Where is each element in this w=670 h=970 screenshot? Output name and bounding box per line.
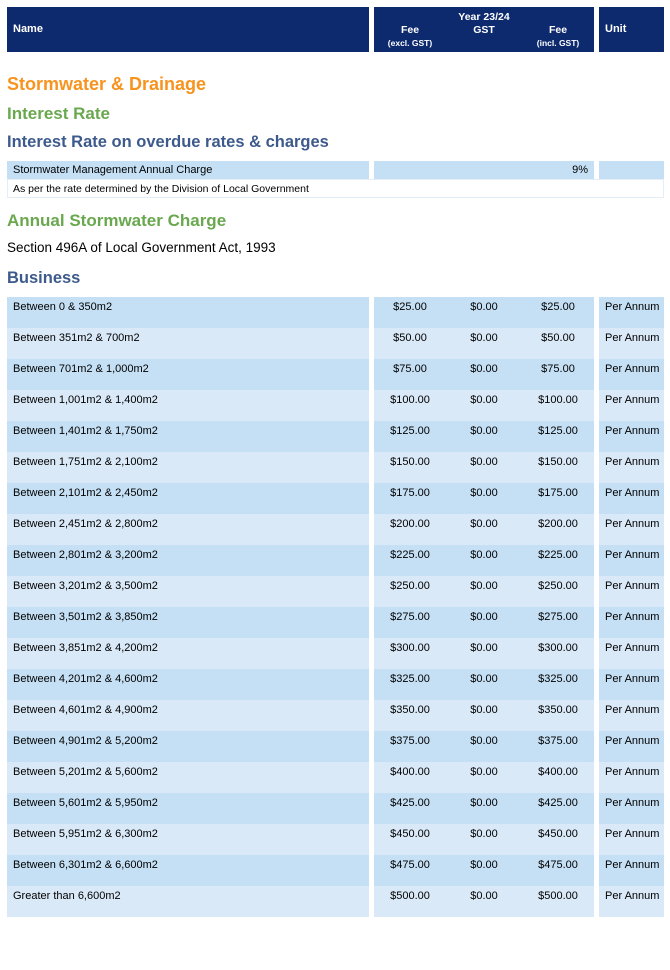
- legislation-reference: Section 496A of Local Government Act, 1993: [7, 240, 276, 255]
- row-fee-excl: $450.00: [390, 828, 430, 840]
- row-fee-incl: $375.00: [538, 735, 578, 747]
- row-fee-excl: $225.00: [390, 549, 430, 561]
- row-gst: $0.00: [470, 301, 498, 313]
- row-fee-incl: $125.00: [538, 425, 578, 437]
- row-unit: Per Annum: [599, 669, 664, 700]
- row-gst: $0.00: [470, 828, 498, 840]
- row-fees: [374, 607, 594, 638]
- row-fee-incl: $500.00: [538, 890, 578, 902]
- row-gst: $0.00: [470, 394, 498, 406]
- row-fee-incl: $300.00: [538, 642, 578, 654]
- row-unit: Per Annum: [599, 483, 664, 514]
- row-fee-incl: $400.00: [538, 766, 578, 778]
- row-gst: $0.00: [470, 487, 498, 499]
- row-fees: [374, 576, 594, 607]
- row-fee-excl: $250.00: [390, 580, 430, 592]
- row-fees: [374, 359, 594, 390]
- row-fees: [374, 855, 594, 886]
- fee-table: [0, 297, 670, 917]
- row-name: Between 2,801m2 & 3,200m2: [7, 545, 369, 576]
- row-unit: Per Annum: [599, 793, 664, 824]
- table-row: [0, 824, 670, 855]
- row-fee-incl: $250.00: [538, 580, 578, 592]
- row-name: Between 4,201m2 & 4,600m2: [7, 669, 369, 700]
- row-unit: Per Annum: [599, 328, 664, 359]
- interest-row-value: 9%: [374, 161, 594, 179]
- table-row: [0, 545, 670, 576]
- row-name: Between 1,751m2 & 2,100m2: [7, 452, 369, 483]
- row-unit: Per Annum: [599, 514, 664, 545]
- row-name: Between 5,201m2 & 5,600m2: [7, 762, 369, 793]
- row-name: Between 5,601m2 & 5,950m2: [7, 793, 369, 824]
- section-title: Stormwater & Drainage: [7, 74, 207, 94]
- row-fees: [374, 824, 594, 855]
- row-name: Between 2,451m2 & 2,800m2: [7, 514, 369, 545]
- row-unit: Per Annum: [599, 452, 664, 483]
- row-fee-incl: $75.00: [541, 363, 575, 375]
- column-header-unit: Unit: [599, 7, 664, 52]
- interest-row-name: Stormwater Management Annual Charge: [7, 161, 369, 179]
- table-row: [0, 576, 670, 607]
- row-fee-excl: $375.00: [390, 735, 430, 747]
- column-header-gst: GST: [473, 24, 495, 36]
- row-fee-excl: $100.00: [390, 394, 430, 406]
- table-row: [0, 514, 670, 545]
- row-unit: Per Annum: [599, 421, 664, 452]
- table-row: [0, 390, 670, 421]
- column-header-fee-excl: [374, 24, 446, 50]
- row-fee-excl: $125.00: [390, 425, 430, 437]
- table-row: [0, 328, 670, 359]
- row-name: Between 0 & 350m2: [7, 297, 369, 328]
- row-fees: [374, 700, 594, 731]
- table-row: [0, 762, 670, 793]
- row-fee-excl: $175.00: [390, 487, 430, 499]
- fee-incl-label: Fee: [548, 24, 568, 36]
- row-gst: $0.00: [470, 859, 498, 871]
- row-gst: $0.00: [470, 332, 498, 344]
- row-fees: [374, 545, 594, 576]
- table-row: [0, 638, 670, 669]
- row-fees: [374, 483, 594, 514]
- row-unit: Per Annum: [599, 731, 664, 762]
- row-fees: [374, 390, 594, 421]
- row-unit: Per Annum: [599, 886, 664, 917]
- row-fee-excl: $75.00: [393, 363, 427, 375]
- table-row: [0, 886, 670, 917]
- row-fee-excl: $50.00: [393, 332, 427, 344]
- row-fee-incl: $275.00: [538, 611, 578, 623]
- row-fee-excl: $500.00: [390, 890, 430, 902]
- row-name: Between 6,301m2 & 6,600m2: [7, 855, 369, 886]
- row-fee-excl: $350.00: [390, 704, 430, 716]
- row-fee-incl: $450.00: [538, 828, 578, 840]
- table-row: [0, 793, 670, 824]
- row-gst: $0.00: [470, 580, 498, 592]
- row-gst: $0.00: [470, 456, 498, 468]
- interest-rate-heading: Interest Rate: [7, 104, 110, 123]
- row-fee-excl: $275.00: [390, 611, 430, 623]
- row-fee-excl: $475.00: [390, 859, 430, 871]
- row-gst: $0.00: [470, 890, 498, 902]
- interest-note: As per the rate determined by the Division of Local Government: [13, 183, 309, 195]
- row-unit: Per Annum: [599, 700, 664, 731]
- row-fee-excl: $325.00: [390, 673, 430, 685]
- row-name: Between 3,851m2 & 4,200m2: [7, 638, 369, 669]
- row-fee-excl: $150.00: [390, 456, 430, 468]
- table-row: [0, 421, 670, 452]
- row-unit: Per Annum: [599, 638, 664, 669]
- fee-excl-sublabel: (excl. GST): [387, 38, 433, 48]
- table-row: [0, 483, 670, 514]
- row-fee-excl: $400.00: [390, 766, 430, 778]
- row-fee-excl: $300.00: [390, 642, 430, 654]
- row-fee-incl: $50.00: [541, 332, 575, 344]
- row-fee-incl: $200.00: [538, 518, 578, 530]
- row-gst: $0.00: [470, 549, 498, 561]
- annual-charge-heading: Annual Stormwater Charge: [7, 211, 227, 230]
- row-fee-incl: $475.00: [538, 859, 578, 871]
- interest-row-unit: [599, 161, 664, 179]
- row-fee-incl: $425.00: [538, 797, 578, 809]
- row-fee-incl: $350.00: [538, 704, 578, 716]
- row-gst: $0.00: [470, 425, 498, 437]
- interest-rate-subheading: Interest Rate on overdue rates & charges: [7, 133, 329, 151]
- row-gst: $0.00: [470, 766, 498, 778]
- row-unit: Per Annum: [599, 297, 664, 328]
- row-name: Between 3,201m2 & 3,500m2: [7, 576, 369, 607]
- fee-excl-label: Fee: [400, 24, 420, 36]
- row-fees: [374, 514, 594, 545]
- row-unit: Per Annum: [599, 824, 664, 855]
- row-gst: $0.00: [470, 363, 498, 375]
- row-unit: Per Annum: [599, 545, 664, 576]
- row-fees: [374, 731, 594, 762]
- row-unit: Per Annum: [599, 762, 664, 793]
- row-unit: Per Annum: [599, 390, 664, 421]
- row-gst: $0.00: [470, 642, 498, 654]
- row-fee-incl: $325.00: [538, 673, 578, 685]
- row-unit: Per Annum: [599, 576, 664, 607]
- row-fees: [374, 793, 594, 824]
- table-row: [0, 731, 670, 762]
- row-fee-excl: $25.00: [393, 301, 427, 313]
- row-fee-incl: $100.00: [538, 394, 578, 406]
- row-name: Between 4,901m2 & 5,200m2: [7, 731, 369, 762]
- row-unit: Per Annum: [599, 607, 664, 638]
- table-row: [0, 452, 670, 483]
- row-fees: [374, 638, 594, 669]
- row-unit: Per Annum: [599, 359, 664, 390]
- row-gst: $0.00: [470, 735, 498, 747]
- business-subheading: Business: [7, 269, 81, 287]
- row-fees: [374, 669, 594, 700]
- row-name: Between 1,001m2 & 1,400m2: [7, 390, 369, 421]
- row-unit: Per Annum: [599, 855, 664, 886]
- row-gst: $0.00: [470, 611, 498, 623]
- row-name: Between 701m2 & 1,000m2: [7, 359, 369, 390]
- row-fees: [374, 452, 594, 483]
- table-row: [0, 669, 670, 700]
- column-header-name: Name: [7, 7, 369, 52]
- row-fees: [374, 421, 594, 452]
- row-name: Between 4,601m2 & 4,900m2: [7, 700, 369, 731]
- row-fee-excl: $200.00: [390, 518, 430, 530]
- row-name: Between 5,951m2 & 6,300m2: [7, 824, 369, 855]
- table-row: [0, 607, 670, 638]
- column-header-fee-incl: [522, 24, 594, 50]
- row-name: Greater than 6,600m2: [7, 886, 369, 917]
- row-fee-incl: $25.00: [541, 301, 575, 313]
- row-gst: $0.00: [470, 704, 498, 716]
- row-fees: [374, 328, 594, 359]
- row-name: Between 1,401m2 & 1,750m2: [7, 421, 369, 452]
- row-fees: [374, 762, 594, 793]
- row-name: Between 2,101m2 & 2,450m2: [7, 483, 369, 514]
- table-row: [0, 297, 670, 328]
- row-gst: $0.00: [470, 797, 498, 809]
- column-header-year: [374, 7, 594, 52]
- row-name: Between 351m2 & 700m2: [7, 328, 369, 359]
- row-fee-excl: $425.00: [390, 797, 430, 809]
- row-fees: [374, 297, 594, 328]
- row-gst: $0.00: [470, 518, 498, 530]
- row-name: Between 3,501m2 & 3,850m2: [7, 607, 369, 638]
- table-row: [0, 359, 670, 390]
- fee-incl-sublabel: (incl. GST): [536, 38, 580, 48]
- row-fees: [374, 886, 594, 917]
- table-row: [0, 700, 670, 731]
- row-fee-incl: $175.00: [538, 487, 578, 499]
- row-fee-incl: $150.00: [538, 456, 578, 468]
- year-label: Year 23/24: [458, 11, 510, 23]
- row-fee-incl: $225.00: [538, 549, 578, 561]
- row-gst: $0.00: [470, 673, 498, 685]
- table-row: [0, 855, 670, 886]
